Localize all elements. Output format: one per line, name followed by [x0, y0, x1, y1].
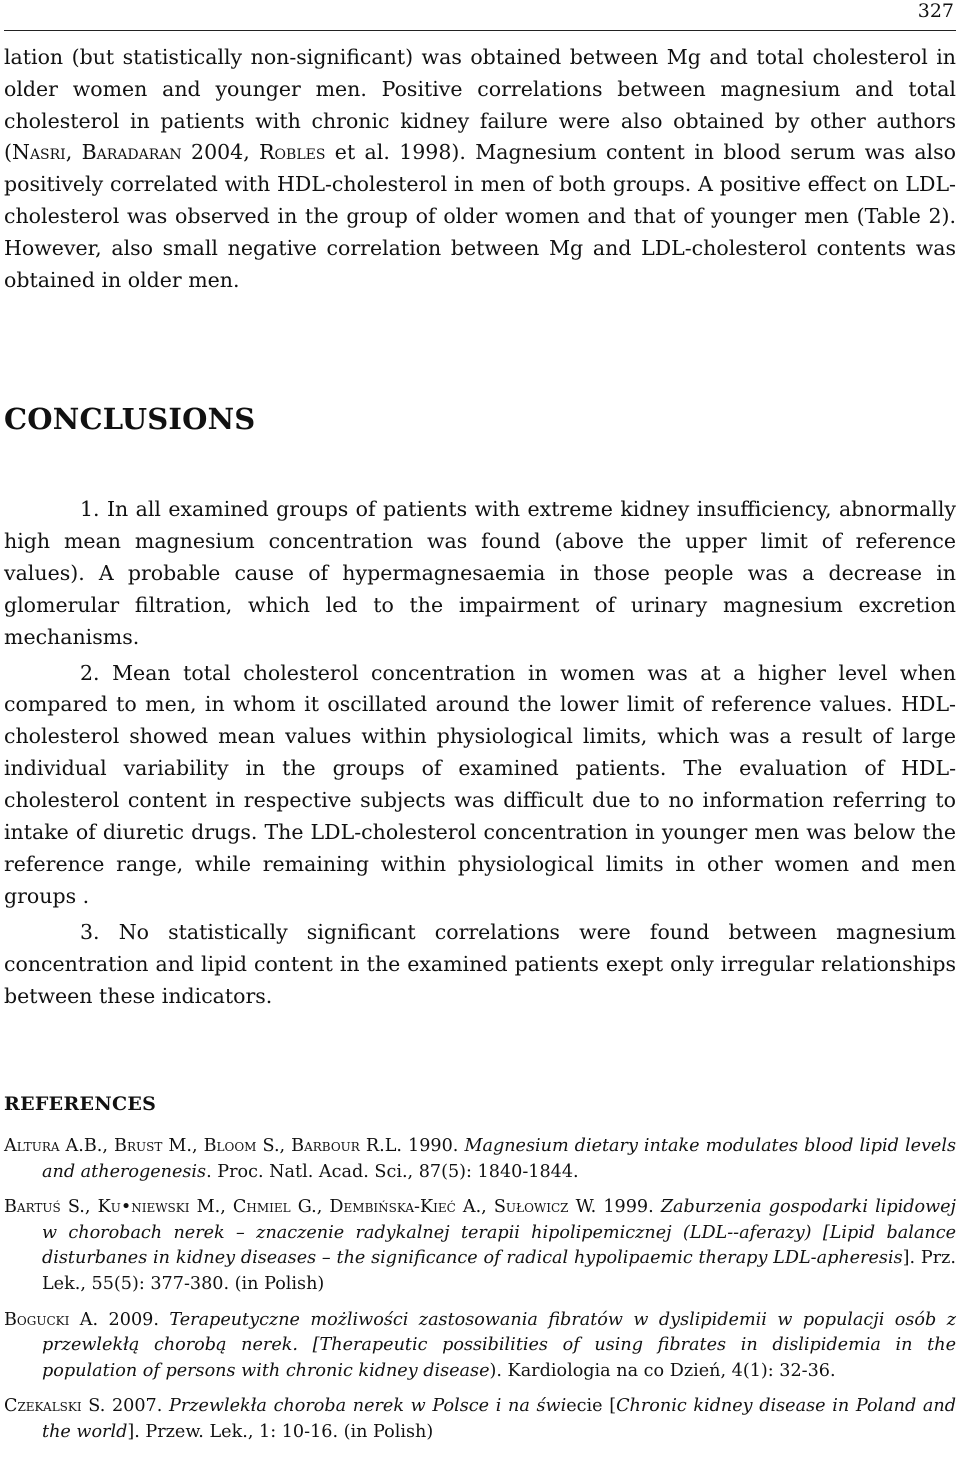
reference-source: . Proc. Natl. Acad. Sci., 87(5): 1840-1844.	[206, 1161, 579, 1182]
conclusions-heading: CONCLUSIONS	[4, 402, 256, 436]
reference-authors: Bartuś S., Ku•niewski M., Chmiel G., Dembińska-Kieć A., Sułowicz W. 1999.	[4, 1197, 661, 1218]
intro-text-part2: 2004,	[181, 140, 260, 165]
reference-source: ). Kardiologia na co Dzień, 4(1): 32-36.	[489, 1360, 836, 1381]
reference-source: ecie [	[566, 1396, 617, 1417]
conclusion-item: 2. Mean total cholesterol concentration in women was at a higher level when compared to men, in whom it oscillated around the lower limit of reference values. HDL-cholesterol showed mean values within physiological limits, which was a result of large individual variability in the groups of examined patients. The evaluation of HDL-cholesterol content in respective subjects was difficult due to no information referring to intake of diuretic drugs. The LDL-cholesterol concentration in younger men was below the reference range, while remaining within physiological limits in other women and men groups .	[4, 660, 956, 908]
reference-title: Terapeutyczne możliwości zastosowania fibratów w dyslipidemii w populacji osób z przewlekłą chorobą nerek. [Therapeutic possibilities of using fibrates in dislipidemia in the population of persons with chronic kidney disease	[42, 1309, 956, 1381]
reference-entry	[4, 1195, 956, 1297]
reference-source: ]. Przew. Lek., 1: 10-16. (in Polish)	[127, 1421, 434, 1442]
reference-title: Przewlekła choroba nerek w Polsce i na świ	[169, 1396, 567, 1417]
conclusions-list	[4, 494, 956, 1017]
reference-title: Magnesium dietary intake modulates blood lipid levels and atherogenesis	[42, 1136, 956, 1182]
reference-authors: Czekalski S. 2007.	[4, 1396, 170, 1417]
references-heading: REFERENCES	[4, 1093, 157, 1115]
conclusion-item: 1. In all examined groups of patients with extreme kidney insufficiency, abnormally high mean magnesium concentration was found (above the upper limit of reference values). A probable cause of hypermagnesaemia in those people was a decrease in glomerular filtration, which led to the impairment of urinary magnesium excretion mechanisms.	[4, 497, 956, 649]
conclusion-item: 3. No statistically significant correlations were found between magnesium concentration and lipid content in the examined patients exept only irregular relationships between these indicators.	[4, 919, 956, 1008]
reference-authors: Bogucki A. 2009.	[4, 1309, 170, 1330]
reference-authors: Altura A.B., Brust M., Bloom S., Barbour R.L. 1990.	[4, 1136, 465, 1156]
reference-title: Zaburzenia gospodarki lipidowej w chorobach nerek – znaczenie radykalnej terapii hipolipemicznej (LDL--aferazy) [Lipid balance disturbanes in kidney diseases – the significance of radical hypolipaemic therapy LDL-apheresis	[42, 1197, 956, 1269]
citation-separator: ,	[65, 140, 82, 165]
reference-entry	[4, 1308, 956, 1385]
citation-robles: Robles	[259, 140, 326, 165]
reference-source: ]. Prz. Lek., 55(5): 377-380. (in Polish)	[42, 1248, 956, 1294]
reference-title-translation: Chronic kidney disease in Poland and the world	[42, 1396, 957, 1442]
intro-text-part1: lation (but statistically non-significant) was obtained between Mg and total cholesterol in older women and younger men. Positive correlations between magnesium and total cholesterol in patients with chronic kidney failure were also obtained by other authors (	[4, 45, 956, 165]
citation-nasri: Nasri	[12, 140, 66, 165]
header-rule	[4, 30, 956, 31]
intro-text-part3: et al. 1998). Magnesium content in blood serum was also positively correlated with HDL-cholesterol in men of both groups. A positive effect on LDL-cholesterol was observed in the group of older women and that of younger men (Table 2). However, also small negative correlation between Mg and LDL-cholesterol contents was obtained in older men.	[4, 140, 956, 292]
references-list	[4, 1134, 956, 1456]
reference-entry	[4, 1134, 956, 1185]
citation-baradaran: Baradaran	[81, 140, 182, 165]
intro-paragraph	[4, 42, 956, 296]
page-number: 327	[917, 0, 954, 22]
reference-entry	[4, 1394, 956, 1445]
